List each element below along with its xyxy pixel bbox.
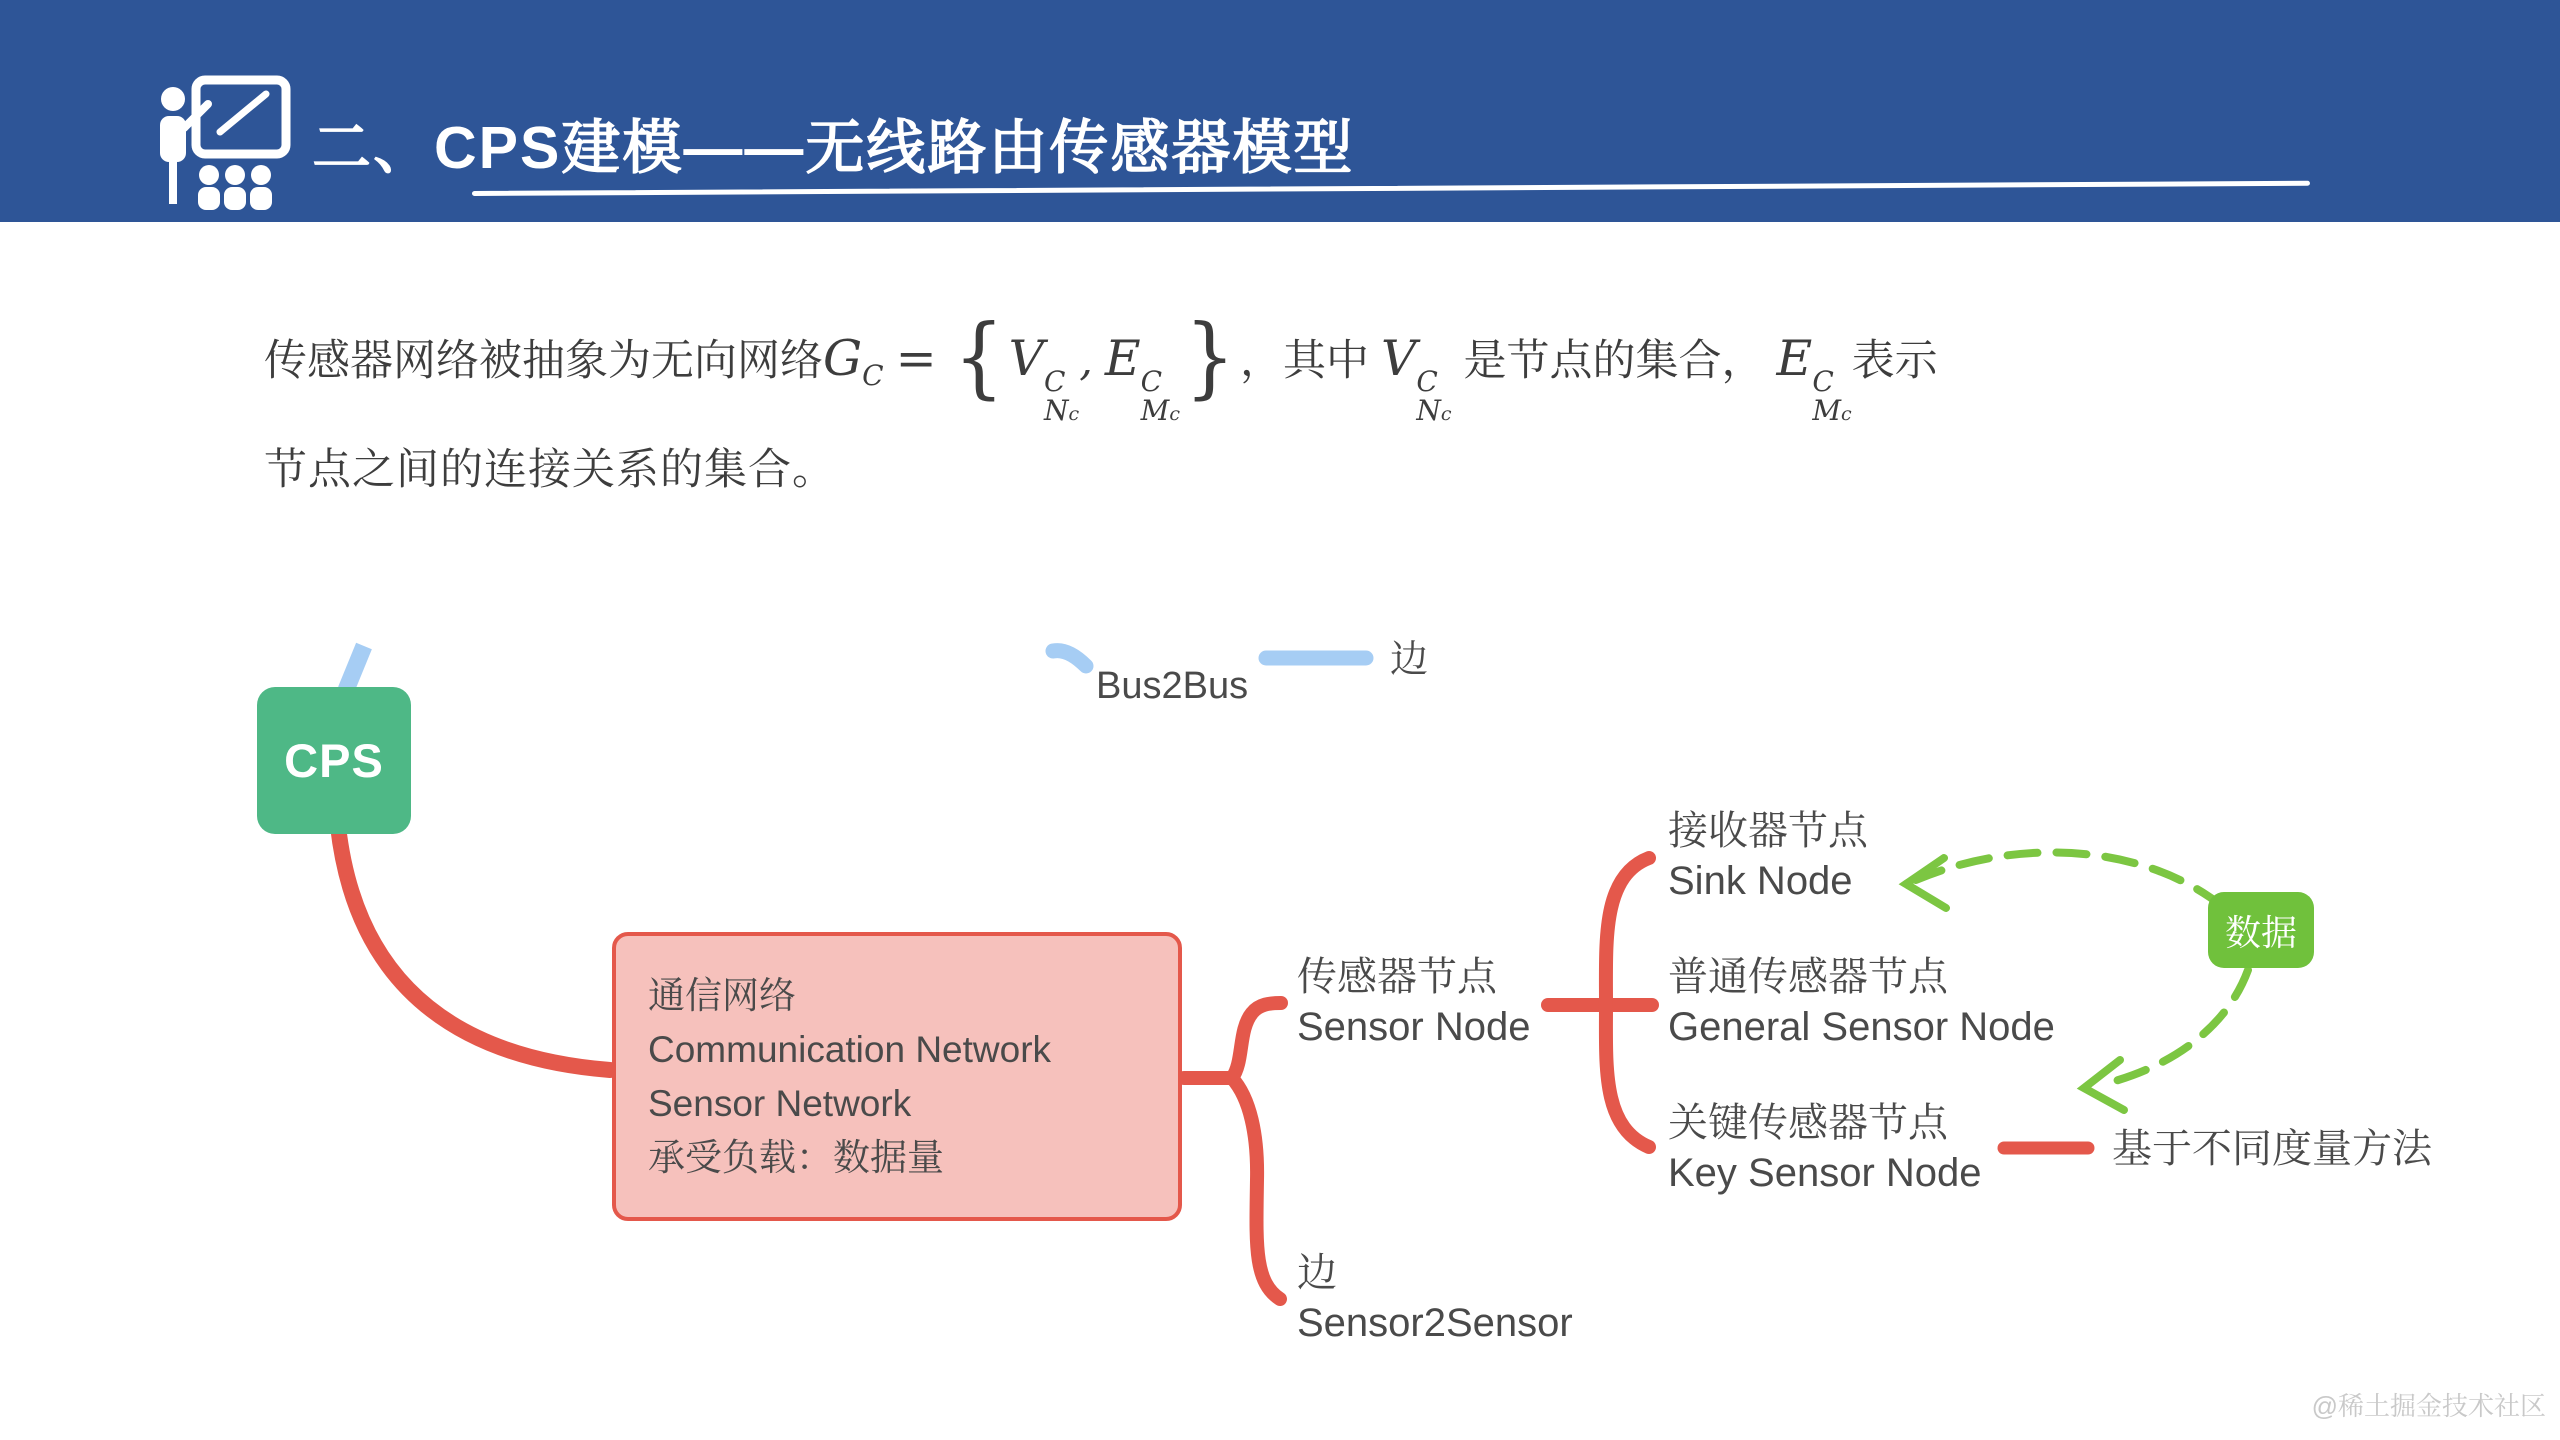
data-arrow-to-general [2104, 970, 2248, 1084]
label-metric-method: 基于不同度量方法 [2112, 1127, 2432, 1171]
data-badge-node: 数据 [2208, 892, 2314, 968]
formula-text-pre: 传感器网络被抽象为无向网络 [264, 337, 823, 385]
math-var-g-sub: C [862, 359, 884, 392]
label-key-sensor-node: 关键传感器节点 Key Sensor Node [1668, 1101, 1982, 1195]
comm-line-2: Communication Network [648, 1028, 1052, 1070]
math-v2-scripts: C Nc [1416, 365, 1452, 427]
math-var-e: E [1104, 330, 1141, 387]
data-arrow-to-sink [1916, 852, 2222, 906]
right-brace: } [1184, 305, 1236, 408]
math-e-scripts: C Mc [1140, 365, 1180, 427]
math-var-g: G [823, 330, 863, 387]
comm-line-1: 通信网络 [648, 974, 796, 1016]
branch-bracket1-lower [1232, 1078, 1280, 1299]
cps-root-node: CPS [257, 687, 411, 834]
formula-text-mid2: 是节点的集合， [1463, 337, 1765, 385]
watermark: @稀土掘金技术社区 [2311, 1391, 2546, 1421]
communication-network-node [612, 932, 1182, 1221]
formula-line-2: 节点之间的连接关系的集合。 [264, 446, 836, 494]
math-equals: = [895, 330, 937, 387]
label-edge-top: 边 [1390, 639, 1429, 681]
page-title: 二、CPS建模——无线路由传感器模型 [312, 115, 1355, 181]
branch-blue-cps-top [346, 646, 364, 690]
math-v-scripts: C Nc [1044, 365, 1080, 427]
branch-bracket1-upper [1232, 1003, 1281, 1078]
math-var-v2: V [1380, 330, 1417, 387]
comm-line-3: Sensor Network [648, 1082, 912, 1124]
data-arrow-to-general-head [2084, 1060, 2124, 1110]
formula-text-tail: 表示 [1851, 337, 1938, 385]
branch-blue-fragment [1053, 651, 1086, 666]
math-e2-scripts: C Mc [1812, 365, 1852, 427]
label-sink-node: 接收器节点 Sink Node [1668, 809, 1868, 903]
left-brace: { [953, 305, 1004, 408]
label-bus2bus: Bus2Bus [1096, 665, 1249, 707]
math-var-e2: E [1776, 330, 1813, 387]
label-general-sensor-node: 普通传感器节点 General Sensor Node [1668, 955, 2055, 1049]
math-var-v: V [1008, 330, 1045, 387]
data-arrow-to-sink-head [1906, 858, 1946, 908]
label-sensor-node: 传感器节点 Sensor Node [1297, 955, 1531, 1049]
label-edge-bottom: 边 Sensor2Sensor [1297, 1251, 1573, 1345]
branch-cps-to-comm [338, 826, 610, 1070]
comm-line-4: 承受负载：数据量 [648, 1136, 944, 1178]
formula-text-mid1: ，其中 [1239, 337, 1369, 385]
math-comma: , [1079, 336, 1093, 386]
